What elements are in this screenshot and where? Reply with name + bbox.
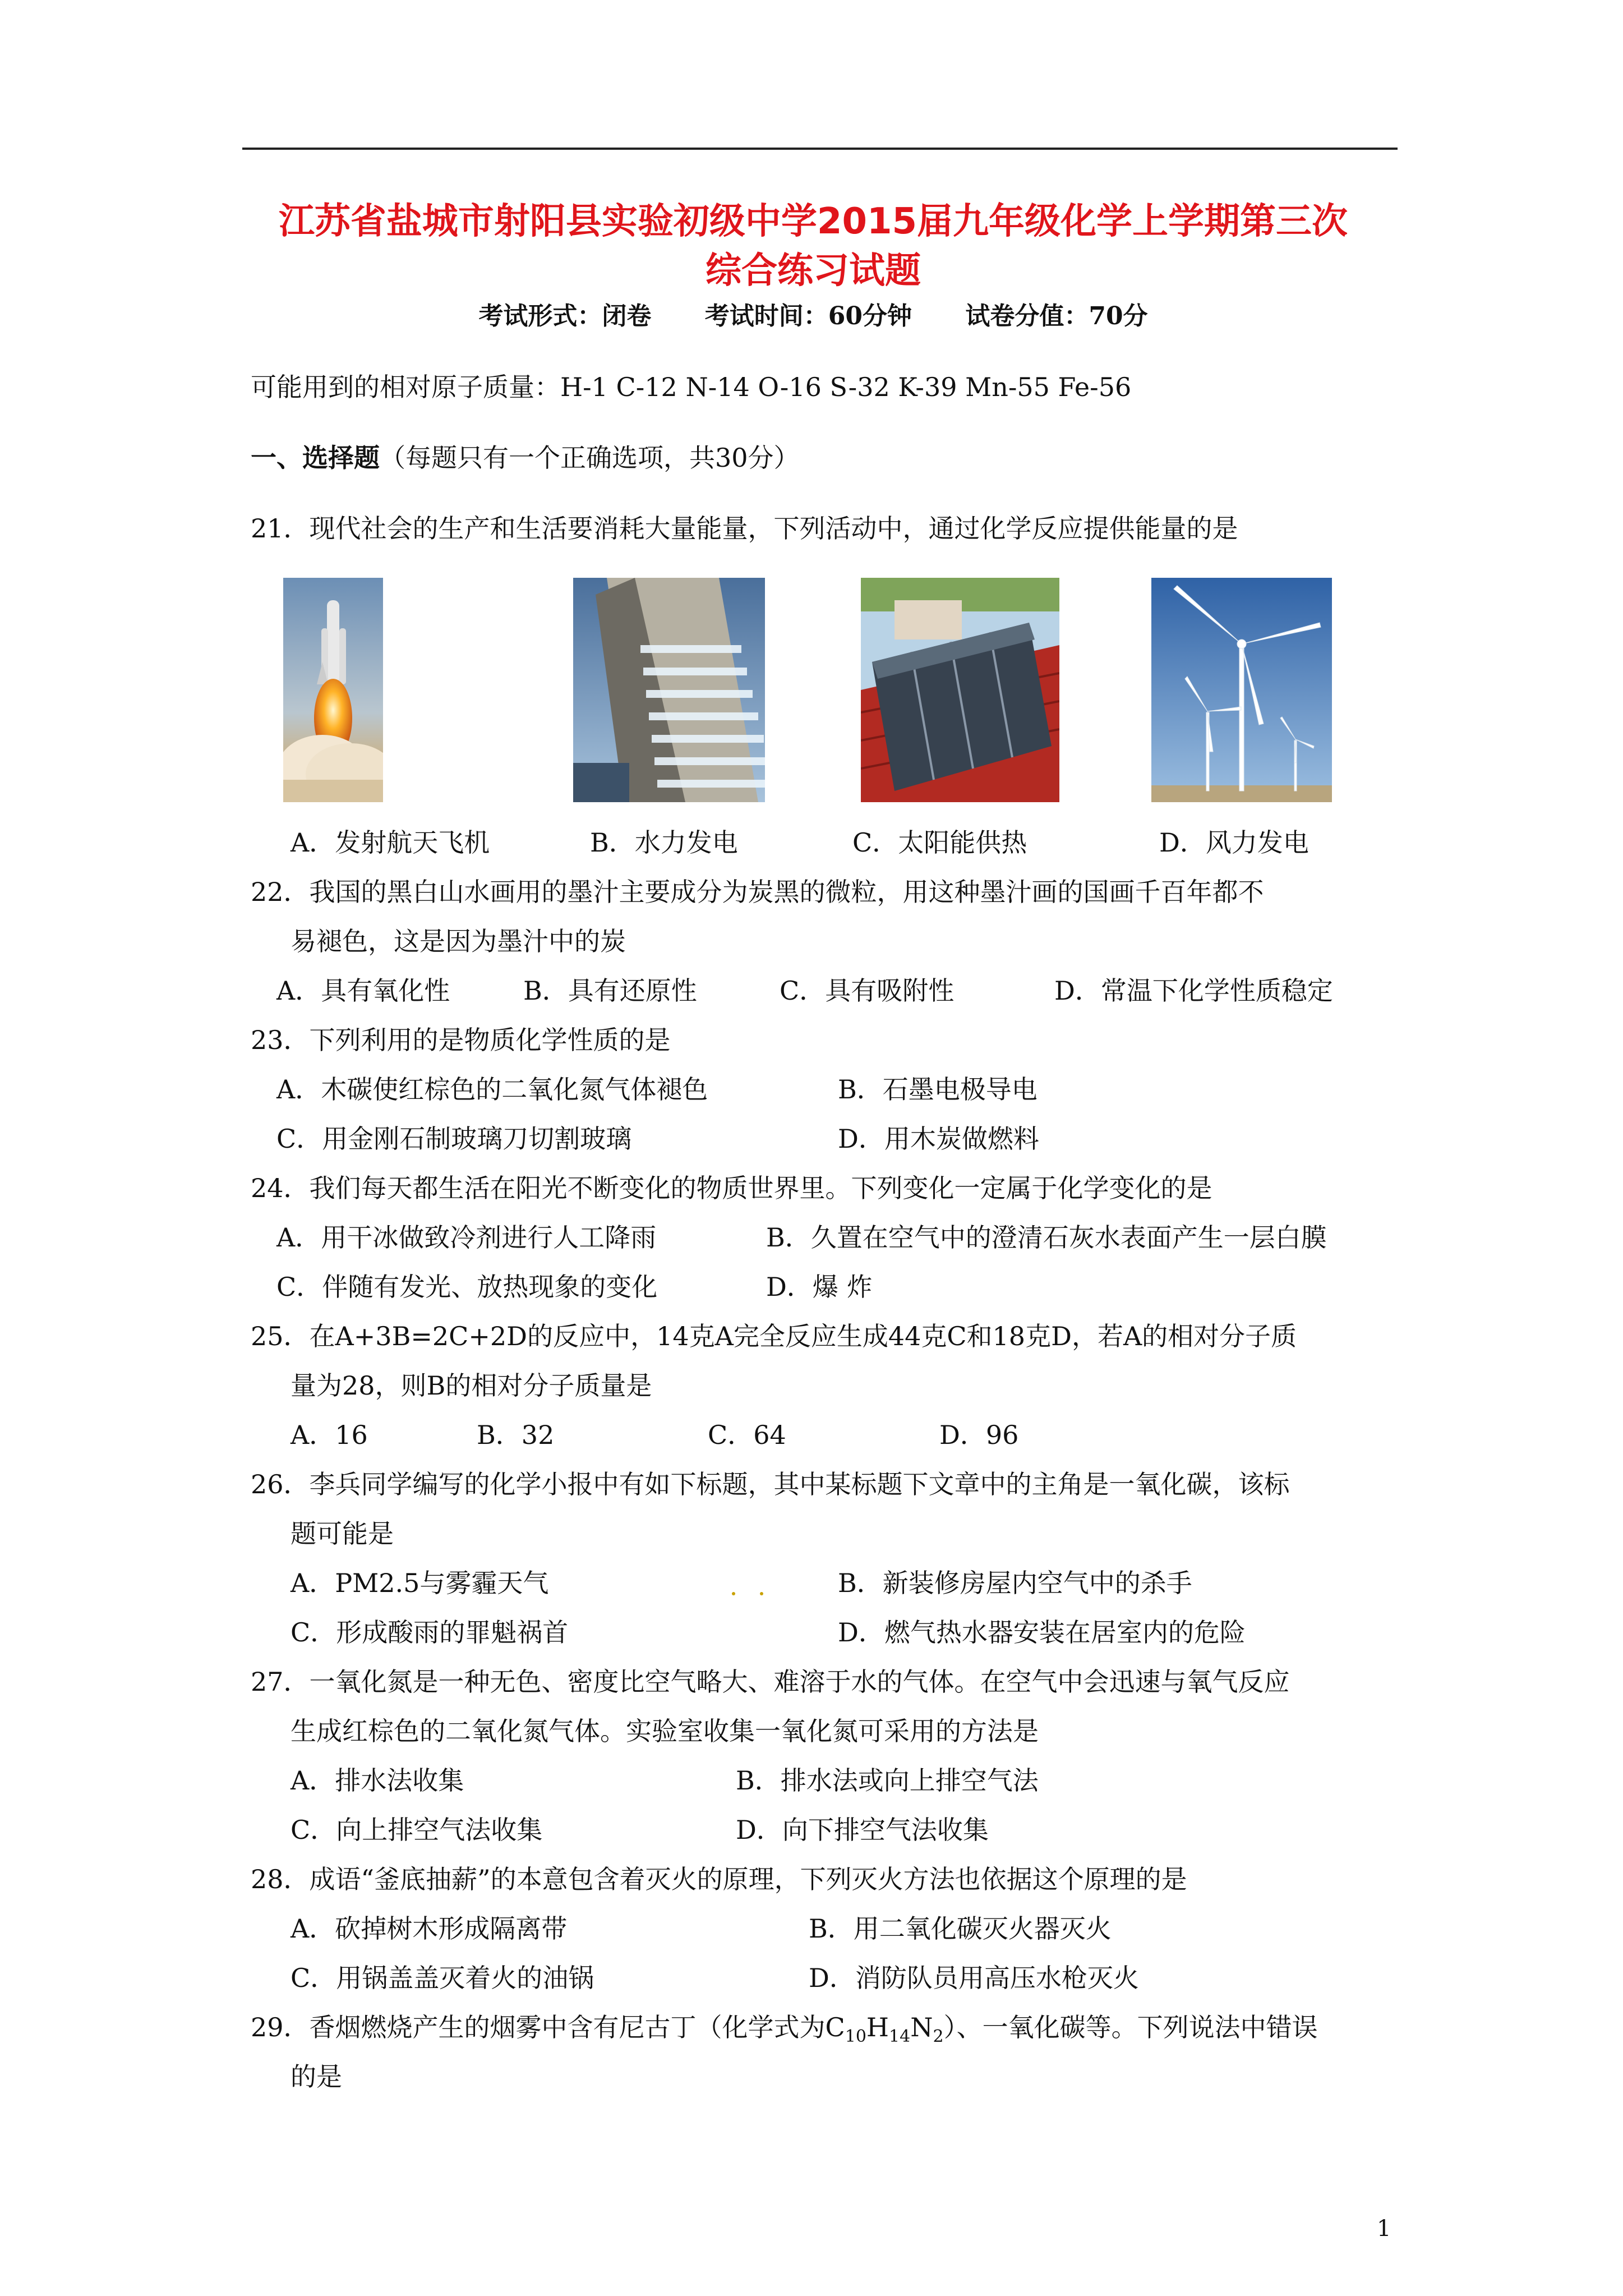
q27-stem-line2: 生成红棕色的二氧化氮气体。实验室收集一氧化氮可采用的方法是 <box>291 1716 1039 1746</box>
hydro-dam-icon <box>573 578 765 802</box>
formula-element: N <box>910 2012 933 2042</box>
exam-time: 考试时间：60分钟 <box>704 302 912 330</box>
q26-option-c: C．形成酸雨的罪魁祸首 <box>291 1617 569 1648</box>
q24-option-b: B．久置在空气中的澄清石灰水表面产生一层白膜 <box>766 1222 1327 1253</box>
q22-option-a: A．具有氧化性 <box>276 976 450 1006</box>
q28-option-a: A．砍掉树木形成隔离带 <box>291 1913 568 1944</box>
q29-text-before: 29．香烟燃烧产生的烟雾中含有尼古丁（化学式为C <box>251 2012 845 2042</box>
q28-stem: 28．成语“釜底抽薪”的本意包含着灭火的原理，下列灭火方法也依据这个原理的是 <box>251 1864 1187 1894</box>
q23-stem: 23．下列利用的是物质化学性质的是 <box>251 1025 671 1055</box>
wind-turbine-icon <box>1151 578 1332 802</box>
q26-option-a: A．PM2.5与雾霾天气 <box>291 1568 549 1598</box>
q25-option-d: D．96 <box>939 1420 1019 1450</box>
q27-stem-line1: 27．一氧化氮是一种无色、密度比空气略大、难溶于水的气体。在空气中会迅速与氧气反应 <box>251 1667 1290 1697</box>
q28-option-c: C．用锅盖盖灭着火的油锅 <box>291 1963 594 1993</box>
q29-stem-line2: 的是 <box>291 2062 342 2092</box>
q22-stem-line2: 易褪色，这是因为墨汁中的炭 <box>291 926 626 956</box>
q27-option-b: B．排水法或向上排空气法 <box>736 1765 1039 1796</box>
formula-subscript: 14 <box>889 2027 911 2047</box>
q22-option-c: C．具有吸附性 <box>780 976 955 1006</box>
atomic-masses: 可能用到的相对原子质量：H-1 C-12 N-14 O-16 S-32 K-39 Mn-55 Fe-56 <box>251 372 1132 402</box>
q24-option-c: C．伴随有发光、放热现象的变化 <box>276 1272 658 1302</box>
q22-option-b: B．具有还原性 <box>523 976 697 1006</box>
q26-stem-line2: 题可能是 <box>291 1519 394 1549</box>
formula-subscript: 10 <box>845 2027 866 2047</box>
q23-option-b: B．石墨电极导电 <box>838 1074 1038 1105</box>
q22-stem-line1: 22．我国的黑白山水画用的墨汁主要成分为炭黑的微粒，用这种墨汁画的国画千百年都不 <box>251 877 1264 907</box>
section-heading <box>251 441 800 475</box>
page-number: 1 <box>1377 2216 1391 2242</box>
exam-info <box>213 296 1413 332</box>
q23-option-d: D．用木炭做燃料 <box>838 1124 1039 1154</box>
solar-panel-icon <box>861 578 1059 802</box>
section-title: 一、选择题 <box>251 443 380 473</box>
exam-form: 考试形式：闭卷 <box>478 302 652 330</box>
q23-option-c: C．用金刚石制玻璃刀切割玻璃 <box>276 1124 632 1154</box>
q21-option-b: B．水力发电 <box>590 827 738 858</box>
q25-stem-line2: 量为28，则B的相对分子质量是 <box>291 1370 652 1401</box>
q28-option-d: D．消防队员用高压水枪灭火 <box>809 1963 1139 1993</box>
exam-title-line2: 综合练习试题 <box>706 250 921 292</box>
q25-option-b: B．32 <box>477 1420 555 1450</box>
q24-stem: 24．我们每天都生活在阳光不断变化的物质世界里。下列变化一定属于化学变化的是 <box>251 1173 1212 1203</box>
q26-option-d: D．燃气热水器安装在居室内的危险 <box>838 1617 1246 1648</box>
q21-option-c: C．太阳能供热 <box>852 827 1027 858</box>
exam-score: 试卷分值：70分 <box>965 302 1148 330</box>
q21-option-d: D．风力发电 <box>1159 827 1309 858</box>
q25-option-a: A．16 <box>291 1420 368 1450</box>
rocket-launch-icon <box>283 578 383 802</box>
q26-stem-line1: 26．李兵同学编写的化学小报中有如下标题，其中某标题下文章中的主角是一氧化碳，该标 <box>251 1469 1290 1499</box>
q29-stem-line1 <box>251 2010 1318 2054</box>
speck-mark <box>732 1592 735 1595</box>
q27-option-a: A．排水法收集 <box>291 1765 464 1796</box>
q21-stem: 21．现代社会的生产和生活要消耗大量能量，下列活动中，通过化学反应提供能量的是 <box>251 513 1238 544</box>
q25-option-c: C．64 <box>708 1420 786 1450</box>
q29-text-after: ）、一氧化碳等。下列说法中错误 <box>943 2012 1318 2042</box>
q22-option-d: D．常温下化学性质稳定 <box>1054 976 1333 1006</box>
q25-stem-line1: 25．在A+3B=2C+2D的反应中，14克A完全反应生成44克C和18克D，若A的相对分子质 <box>251 1321 1297 1351</box>
header-rule <box>242 148 1398 150</box>
q26-option-b: B．新装修房屋内空气中的杀手 <box>838 1568 1192 1598</box>
speck-mark <box>760 1592 763 1595</box>
q24-option-a: A．用干冰做致冷剂进行人工降雨 <box>276 1222 657 1253</box>
section-note: （每题只有一个正确选项，共30分） <box>380 443 800 473</box>
q27-option-d: D．向下排空气法收集 <box>736 1815 989 1845</box>
q28-option-b: B．用二氧化碳灭火器灭火 <box>809 1913 1112 1944</box>
formula-element: H <box>866 2012 889 2042</box>
q24-option-d: D．爆 炸 <box>766 1272 873 1302</box>
q23-option-a: A．木碳使红棕色的二氧化氮气体褪色 <box>276 1074 708 1105</box>
formula-subscript: 2 <box>933 2027 944 2047</box>
q21-option-a: A．发射航天飞机 <box>291 827 490 858</box>
exam-title-line1: 江苏省盐城市射阳县实验初级中学2015届九年级化学上学期第三次 <box>278 201 1348 242</box>
q27-option-c: C．向上排空气法收集 <box>291 1815 543 1845</box>
